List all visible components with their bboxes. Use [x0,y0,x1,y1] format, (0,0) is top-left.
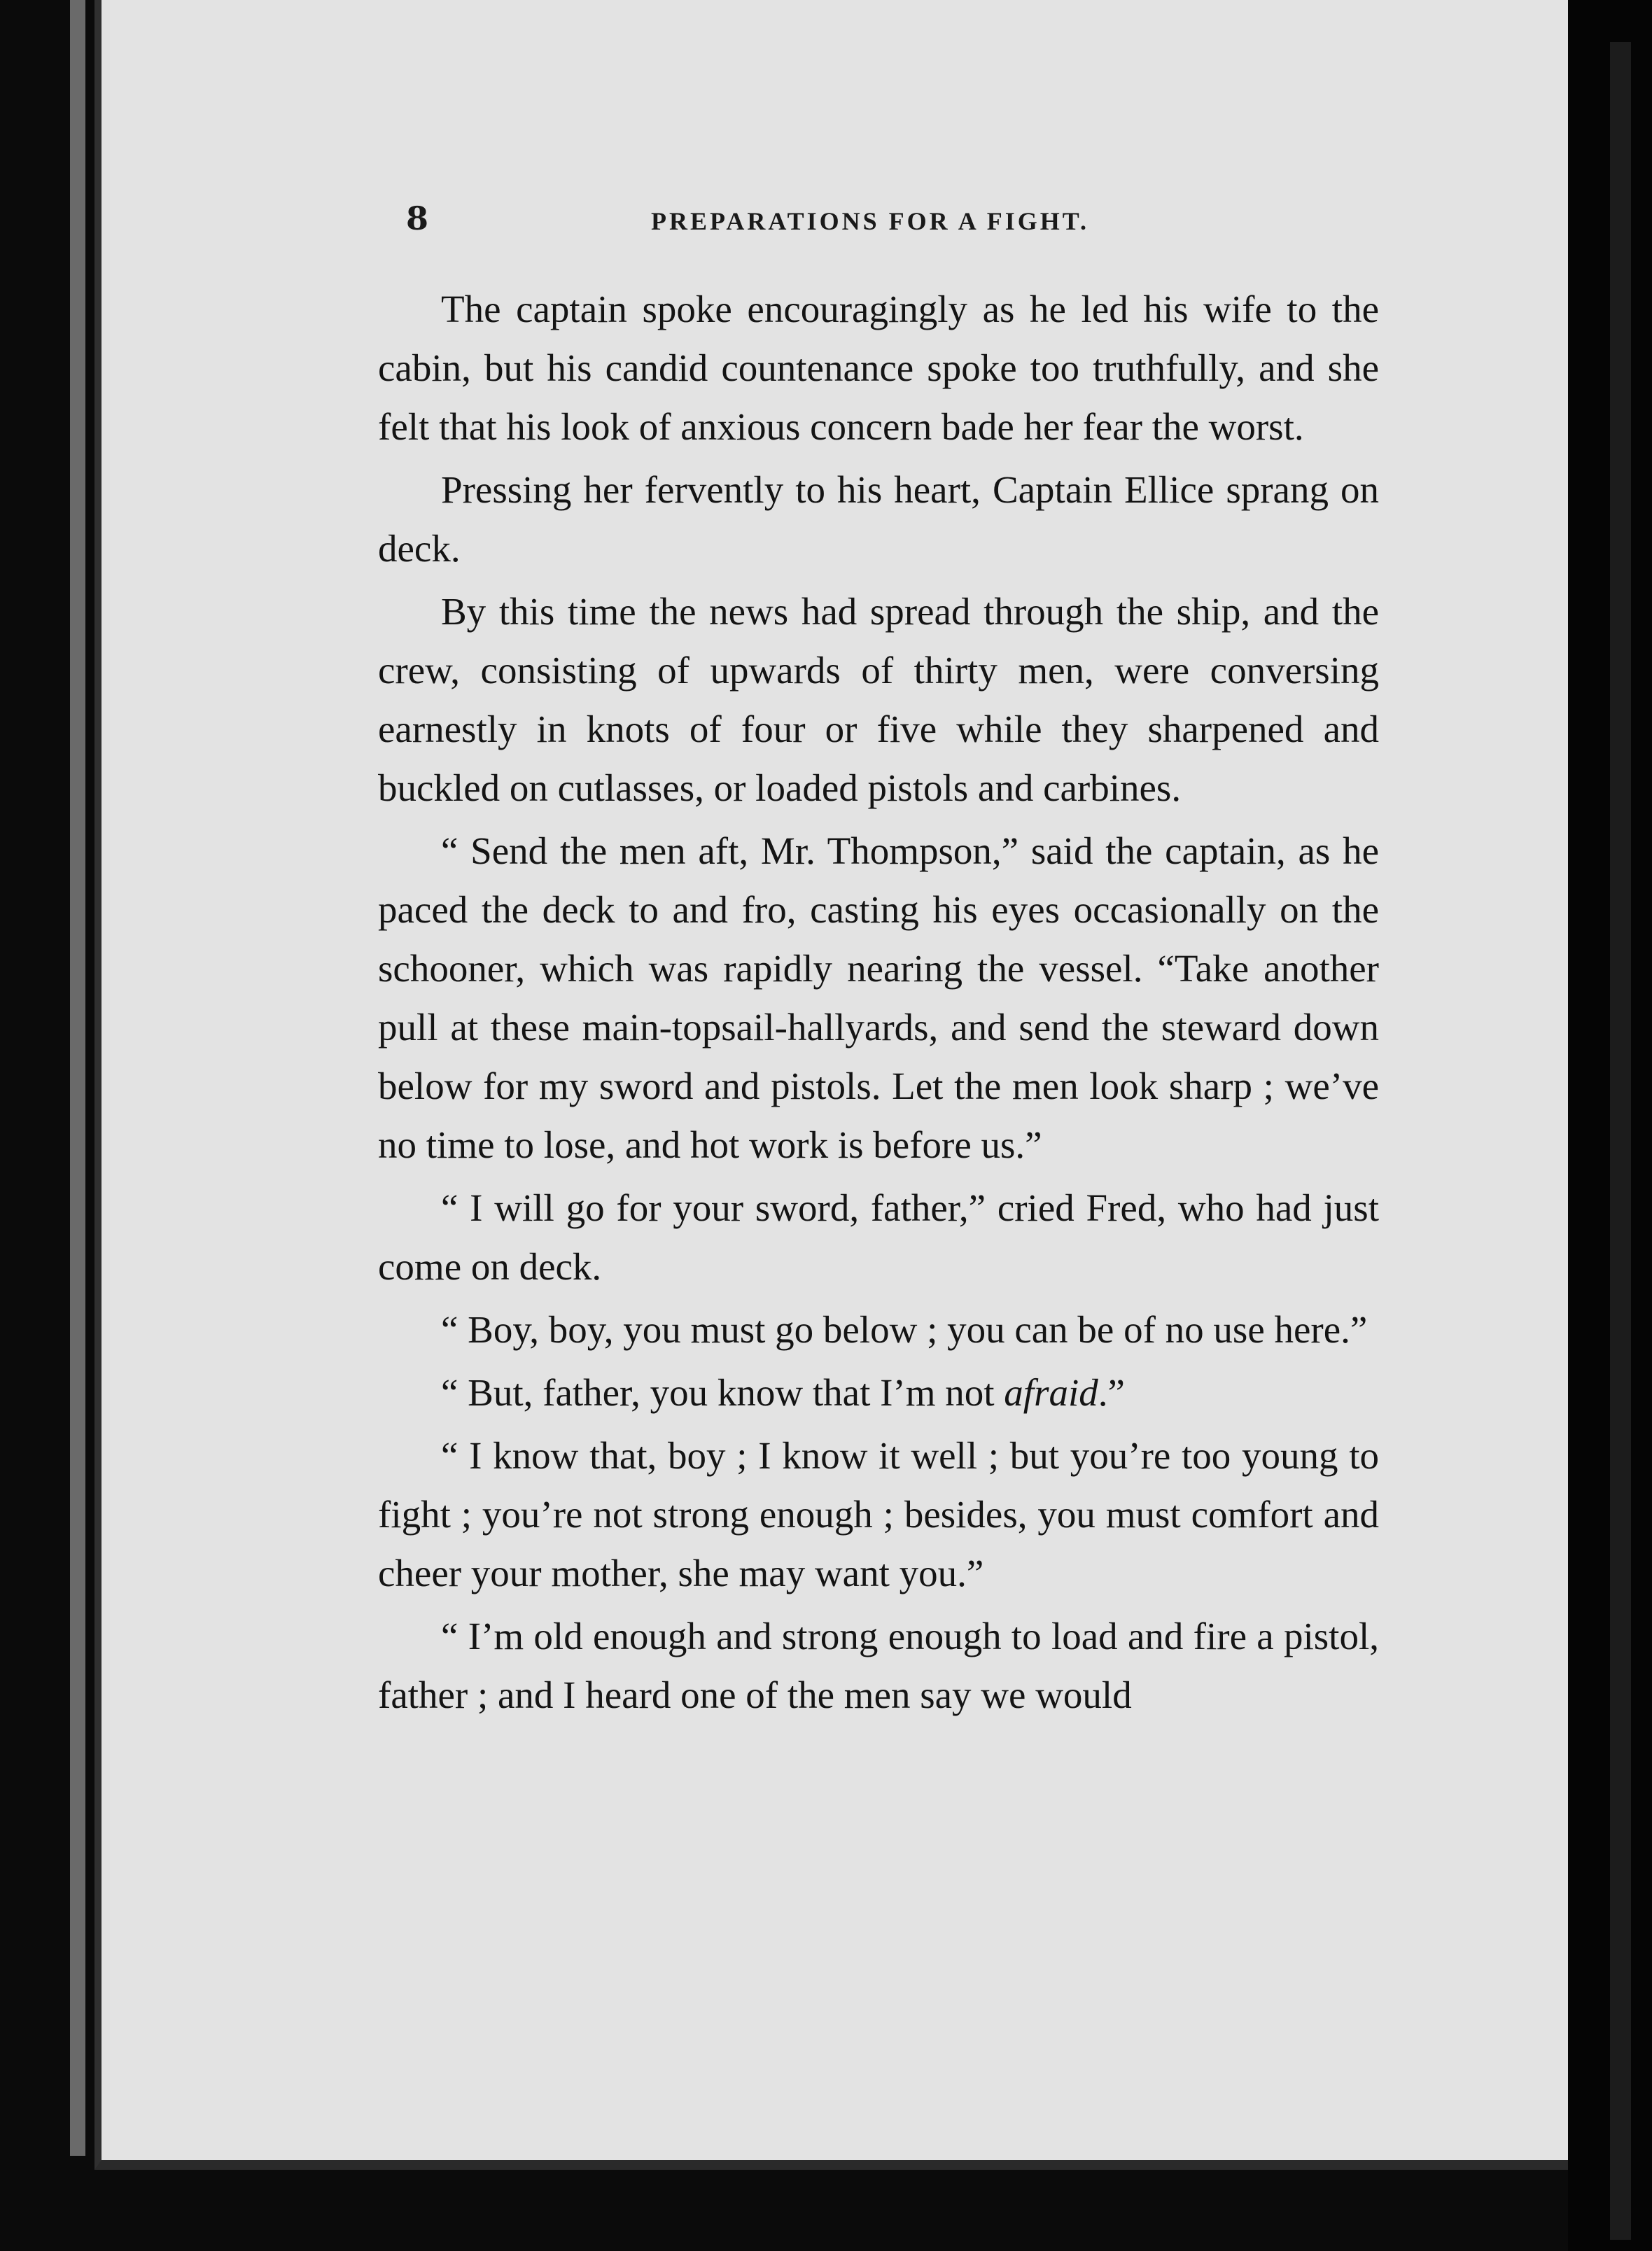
paragraph-7 [378,1363,1379,1422]
paragraph-2: Pressing her fervently to his heart, Captain Ellice sprang on deck. [378,468,1379,570]
paragraph-3: By this time the news had spread through the ship, and the crew, consisting of upwards of thirty men, were conversing earnestly in knots of four or five while they sharpened and buckled on cutlasses, or loaded pistols and carbines. [378,590,1379,809]
emphasis-afraid: afraid [1004,1371,1098,1414]
running-head: PREPARATIONS FOR A FIGHT. [651,207,1090,235]
paragraph-6: “ Boy, boy, you must go below ; you can be of no use here.” [441,1308,1368,1351]
page-edge [70,0,85,2156]
paragraph-5: “ I will go for your sword, father,” cried Fred, who had just come on deck. [378,1186,1379,1288]
paragraph-8: “ I know that, boy ; I know it well ; but you’re too young to fight ; you’re not strong enough ; besides, you must comfort and cheer your mother, she may want you.” [378,1434,1379,1594]
paragraph-1: The captain spoke encouragingly as he led his wife to the cabin, but his candid countenance spoke too truthfully, and she felt that his look of anxious concern bade her fear the worst. [378,288,1379,448]
paragraph-7-end: .” [1098,1371,1125,1414]
paragraph-7-start: “ But, father, you know that I’m not [441,1371,1004,1414]
page-number: 8 [406,199,429,237]
binding-strip [1610,42,1631,2240]
paragraph-4: “ Send the men aft, Mr. Thompson,” said the captain, as he paced the deck to and fro, casting his eyes occasionally on the schooner, which was rapidly nearing the vessel. “Take another pull at these main-topsail-hallyards, and send the steward down below for my sword and pistols. Let the men look sharp ; we’ve no time to lose, and hot work is before us.” [378,829,1379,1166]
page-header [406,199,1526,248]
paragraph-9: “ I’m old enough and strong enough to load and fire a pistol, father ; and I heard one of the men say we would [378,1615,1379,1716]
body-text [378,280,1379,1725]
